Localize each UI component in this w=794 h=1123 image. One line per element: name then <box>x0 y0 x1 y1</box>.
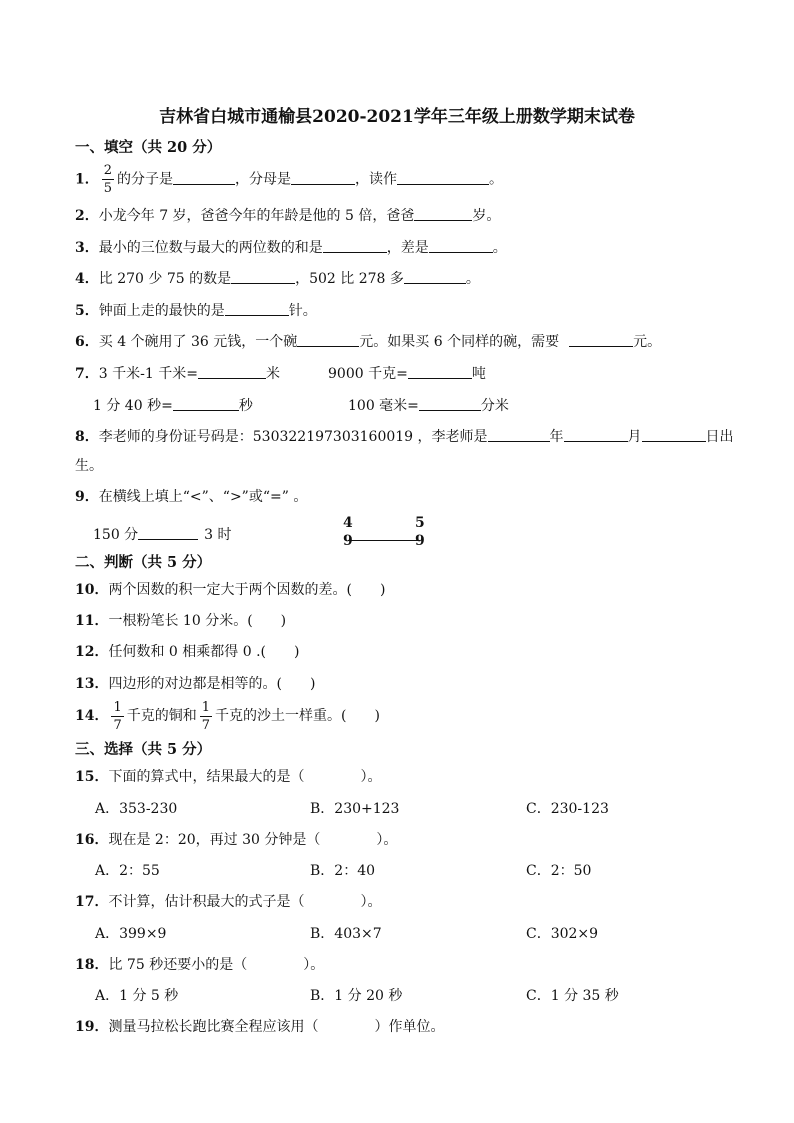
question-text: 一根粉笔长 10 分米。( ) <box>108 613 287 629</box>
question-9-part-b <box>338 516 358 548</box>
question-number: 14． <box>75 708 109 724</box>
question-text: 不计算，估计积最大的式子是（ ）。 <box>108 894 382 910</box>
page-title: 吉林省白城市通榆县2020-2021学年三年级上册数学期末试卷 <box>159 107 635 127</box>
question-number: 18． <box>75 957 109 973</box>
option-b[interactable]: B．1 分 20 秒 <box>310 988 403 1004</box>
question-text: 的分子是 <box>117 171 174 188</box>
question-text: 吨 <box>471 366 486 382</box>
answer-blank[interactable] <box>198 365 266 379</box>
question-text: 年 <box>549 429 564 445</box>
question-text: 3 千米-1 千米= <box>98 366 198 382</box>
answer-blank[interactable] <box>323 239 387 253</box>
question-number: 12． <box>75 644 109 660</box>
option-a[interactable]: A．399×9 <box>95 926 167 942</box>
question-number: 6． <box>75 334 99 350</box>
answer-blank[interactable] <box>138 526 198 540</box>
question-text: 。 <box>465 271 480 287</box>
question-text: ，读作 <box>355 171 398 188</box>
option-c[interactable]: C．230-123 <box>526 801 609 817</box>
question-text: ，差是 <box>386 240 429 256</box>
section-1-heading: 一、填空（共 20 分） <box>75 139 222 156</box>
question-text: 李老师的身份证号码是：530322197303160019 ，李老师是 <box>98 429 488 445</box>
section-3-heading: 三、选择（共 5 分） <box>75 741 212 758</box>
question-7-part-c <box>93 397 253 413</box>
answer-blank[interactable] <box>231 270 295 284</box>
question-text: 小龙今年 7 岁，爸爸今年的年龄是他的 5 倍，爸爸 <box>98 208 415 224</box>
question-19 <box>75 1020 444 1034</box>
fraction-2-5 <box>102 164 114 195</box>
question-text: 千克的铜和 <box>126 708 197 724</box>
section-2-heading: 二、判断（共 5 分） <box>75 554 212 571</box>
option-c[interactable]: C．302×9 <box>526 926 599 942</box>
option-a[interactable]: A．1 分 5 秒 <box>95 988 179 1004</box>
answer-blank[interactable] <box>642 428 706 442</box>
question-text: ，502 比 278 多 <box>295 271 404 287</box>
answer-blank[interactable] <box>414 207 472 221</box>
question-1 <box>75 164 503 195</box>
question-text: 现在是 2：20，再过 30 分钟是（ ）。 <box>108 832 398 848</box>
question-text: 元。 <box>633 334 662 350</box>
question-number: 15． <box>75 769 109 785</box>
answer-blank[interactable] <box>488 428 550 442</box>
question-text: 买 4 个碗用了 36 元钱，一个碗 <box>98 334 298 350</box>
question-6 <box>75 333 661 349</box>
question-18 <box>75 958 324 972</box>
question-number: 1． <box>75 171 99 188</box>
question-text: 100 毫米= <box>348 398 419 414</box>
option-b[interactable]: B．2：40 <box>310 863 376 879</box>
fraction-1-7 <box>200 701 212 732</box>
question-number: 16． <box>75 832 109 848</box>
question-7-part-d <box>348 397 509 413</box>
question-9-part-a <box>93 526 232 542</box>
numerator: 2 <box>103 163 113 178</box>
question-text: 四边形的对边都是相等的。( ) <box>108 676 316 692</box>
answer-blank[interactable] <box>225 302 289 316</box>
question-text: 米 <box>265 366 280 382</box>
answer-blank[interactable] <box>173 171 235 185</box>
question-number: 13． <box>75 676 109 692</box>
question-text: 任何数和 0 相乘都得 0 .( ) <box>108 644 300 660</box>
question-number: 2． <box>75 208 99 224</box>
question-text: 秒 <box>238 398 253 414</box>
question-text: 下面的算式中，结果最大的是（ ）。 <box>108 769 382 785</box>
question-text: 9000 千克= <box>328 366 408 382</box>
question-text: 针。 <box>288 303 317 319</box>
denominator: 9 <box>343 533 353 549</box>
question-10 <box>75 583 385 597</box>
option-b[interactable]: B．230+123 <box>310 801 400 817</box>
question-number: 7． <box>75 366 99 382</box>
fraction-4-9 <box>341 516 355 548</box>
question-11 <box>75 614 286 628</box>
question-text: 千克的沙土一样重。( ) <box>215 708 380 724</box>
question-7-row-1 <box>75 365 280 381</box>
question-number: 11． <box>75 613 109 629</box>
question-text: 元。如果买 6 个同样的碗，需要 <box>359 334 560 350</box>
denominator: 7 <box>201 717 211 733</box>
question-text: 两个因数的积一定大于两个因数的差。( ) <box>108 582 386 598</box>
question-15 <box>75 770 381 784</box>
question-3 <box>75 239 507 255</box>
question-17 <box>75 895 381 909</box>
question-number: 3． <box>75 240 99 256</box>
question-text: ，分母是 <box>235 171 292 188</box>
question-text: 比 75 秒还要小的是（ ）。 <box>108 957 325 973</box>
question-text: 。 <box>492 240 507 256</box>
question-number: 10． <box>75 582 109 598</box>
question-4 <box>75 270 480 286</box>
option-c[interactable]: C．1 分 35 秒 <box>526 988 619 1004</box>
question-2 <box>75 207 500 223</box>
answer-blank[interactable] <box>297 333 359 347</box>
numerator: 1 <box>113 699 122 715</box>
question-14 <box>75 699 380 733</box>
question-text: 。 <box>489 171 504 188</box>
answer-blank[interactable] <box>419 397 481 411</box>
question-13 <box>75 677 315 691</box>
question-9 <box>75 490 307 504</box>
question-number: 9． <box>75 489 99 505</box>
question-16 <box>75 833 397 847</box>
numerator: 1 <box>201 699 211 715</box>
answer-blank[interactable] <box>397 171 489 185</box>
question-text: 日出 <box>705 429 734 445</box>
question-8-continued: 生。 <box>75 458 103 474</box>
answer-blank[interactable] <box>569 333 633 347</box>
fraction-5-9 <box>413 516 427 548</box>
denominator: 7 <box>113 717 122 733</box>
option-a[interactable]: A．353-230 <box>95 801 178 817</box>
question-8 <box>75 428 734 444</box>
option-b[interactable]: B．403×7 <box>310 926 382 942</box>
question-text: 150 分 <box>93 527 139 543</box>
answer-blank[interactable] <box>404 270 466 284</box>
numerator: 5 <box>415 515 425 531</box>
question-text: 最小的三位数与最大的两位数的和是 <box>98 240 323 256</box>
question-number: 5． <box>75 303 99 319</box>
question-number: 4． <box>75 271 99 287</box>
question-number: 8． <box>75 429 99 445</box>
answer-blank[interactable] <box>291 171 355 185</box>
question-number: 17． <box>75 894 109 910</box>
numerator: 4 <box>343 515 353 531</box>
fraction-1-7 <box>111 701 123 732</box>
question-text: 分米 <box>480 398 509 414</box>
question-7-part-b <box>328 365 486 381</box>
answer-blank[interactable] <box>429 239 493 253</box>
answer-blank[interactable] <box>564 428 628 442</box>
question-9-part-b-right <box>410 516 430 548</box>
question-number: 19． <box>75 1019 109 1035</box>
answer-blank[interactable] <box>408 365 472 379</box>
denominator: 5 <box>103 181 113 196</box>
question-text: 比 270 少 75 的数是 <box>98 271 232 287</box>
answer-blank[interactable] <box>173 397 239 411</box>
question-text: 测量马拉松长跑比赛全程应该用（ ）作单位。 <box>108 1019 445 1035</box>
question-text: 钟面上走的最快的是 <box>98 303 225 319</box>
option-c[interactable]: C．2：50 <box>526 863 592 879</box>
question-text: 岁。 <box>472 208 501 224</box>
question-text: 在横线上填上“<”、“>”或“=” 。 <box>98 489 308 505</box>
question-5 <box>75 302 317 318</box>
question-text: 3 时 <box>204 527 232 543</box>
option-a[interactable]: A．2：55 <box>95 863 160 879</box>
denominator: 9 <box>415 533 425 549</box>
question-text: 1 分 40 秒= <box>93 398 173 414</box>
question-12 <box>75 645 299 659</box>
question-text: 月 <box>627 429 642 445</box>
